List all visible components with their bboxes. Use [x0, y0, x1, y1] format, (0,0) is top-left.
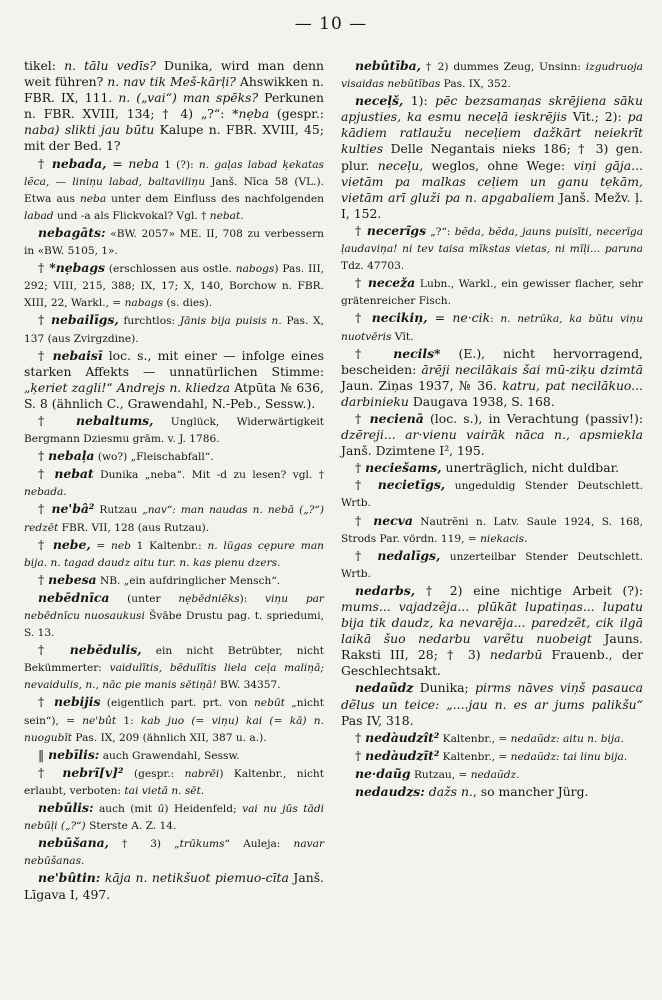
entry-text: neba	[128, 155, 160, 171]
entry-text: ū	[157, 803, 165, 816]
entry-text: Rutzau, =	[410, 768, 471, 781]
entry-text: viņi gāja... vietām pa malkas ceļiem un ganu tẹkām, vietām arī gluži pa n. apgabaliem	[341, 157, 643, 205]
entry-text: kāja n. netikšuot piemuo-cīta	[104, 870, 289, 886]
entry-text: Tdz. 47703.	[341, 260, 405, 273]
entry-text: nabrēi	[184, 767, 220, 780]
entry-text: †	[38, 155, 52, 171]
entry-text: „?“:	[426, 225, 455, 238]
entry-text: (E.), nicht hervorragend, bescheiden:	[341, 345, 643, 377]
entry-text: †	[355, 275, 368, 291]
dictionary-entry	[24, 694, 324, 745]
entry-text: nẹbēdniẽks	[178, 592, 240, 605]
right-column	[341, 58, 643, 801]
entry-text: (gespr.:	[123, 767, 185, 780]
entry-text: †	[38, 412, 77, 428]
headword: ne'bûtin:	[38, 870, 101, 886]
dictionary-entry	[341, 460, 643, 476]
entry-text: Dunika „neba“. Mit -d zu lesen? vgl. †	[93, 469, 324, 482]
entry-text: †	[355, 410, 370, 426]
entry-text: nebat.	[209, 209, 244, 222]
entry-text: neba	[79, 192, 107, 205]
entry-text: (loc. s.), in Verachtung (passiv!):	[423, 410, 643, 426]
entry-text: †	[355, 729, 366, 745]
entry-text: bẽda, bẽda, jauns puisīti, necerīga ļaudaviņa! ni tev taisa mīkstas vietas, ni mīļi... paruna	[341, 225, 644, 256]
entry-text: †	[38, 536, 53, 552]
entry-text: labad	[24, 209, 54, 222]
entry-text: nabags	[124, 297, 164, 310]
entry-text: Pas IV, 318.	[341, 712, 414, 728]
dictionary-entry	[341, 766, 643, 783]
entry-text: nedaũdz: tai linu bija.	[510, 750, 628, 763]
entry-text: ) Pas. III, 292; VIII, 215, 388; IX, 17; X, 140, Borchow n. FBR. XIII, 22, Warkl., =	[24, 263, 324, 310]
headword: nebada,	[51, 155, 107, 171]
entry-text: Jānis bija puisis n.	[179, 315, 282, 328]
entry-text: Švābe Drustu pag. t. spriedumi, S. 13.	[24, 610, 324, 640]
entry-text: 1 Kaltenbr.:	[130, 539, 208, 552]
dictionary-entry	[24, 590, 324, 641]
entry-text: niekacis.	[480, 532, 528, 545]
entry-text: n. netrūka, ka būtu viņu nuotvēris	[341, 313, 644, 343]
headword: nebīlis:	[48, 746, 100, 762]
entry-text: (wo?) „Fleischabfall“.	[94, 451, 214, 464]
entry-text: 1):	[403, 93, 436, 109]
headword: necva	[373, 512, 413, 528]
entry-text: auch (mit	[93, 803, 158, 816]
headword: *nẹbags	[49, 260, 105, 276]
entry-text: ne·cik	[452, 310, 491, 326]
entry-text: †	[355, 345, 394, 361]
entry-text: FBR. VII, 128 (aus Rutzau).	[58, 521, 210, 534]
entry-text: †	[38, 260, 50, 276]
entry-text: nebūt	[253, 697, 285, 710]
headword: necils*	[393, 345, 441, 361]
entry-text: izgudruoja visaidas nebūtības	[341, 61, 643, 91]
entry-text: Kaltenbr., =	[439, 750, 511, 763]
dictionary-entry	[24, 348, 324, 412]
entry-text: †	[38, 347, 53, 363]
entry-text: ) Kaltenbr., nicht erlaubt, verboten:	[24, 767, 324, 797]
headword: nebaltums,	[76, 412, 154, 428]
entry-text: auch Grawendahl, Sessw.	[99, 749, 240, 762]
headword: necerĩgs	[366, 222, 427, 238]
dictionary-entry	[24, 413, 324, 447]
headword: nebēdnīca	[38, 589, 110, 605]
entry-text: Delle Negantais nieks 186; † 3) gen. plur.	[341, 141, 643, 173]
entry-text: Janš. Līgava I, 497.	[24, 870, 324, 902]
entry-text: navar nebūšanas.	[24, 838, 325, 868]
entry-text: furchtlos:	[118, 315, 180, 328]
entry-text: †	[38, 466, 55, 482]
dictionary-entry	[24, 800, 324, 834]
entry-text: Ahswikken n. FBR. IX, 111.	[24, 74, 324, 106]
headword: nedaudzs:	[355, 784, 425, 800]
entry-text: † 2) eine nichtige Arbeit (?):	[415, 582, 643, 598]
dictionary-entry	[341, 411, 643, 459]
entry-text: Atpūta № 636, S. 8 (ähnlich C., Grawendahl, N.-Peb., Sessw.).	[24, 379, 324, 411]
entry-text: n. tālu vedīs?	[64, 58, 156, 73]
entry-text: Rutzau	[94, 504, 143, 517]
entry-text: katru, pat necilākuo... darbinieku	[341, 377, 643, 409]
headword: nebat	[54, 466, 94, 482]
entry-text: Pas. IX, 209 (ähnlich XII, 387 u. a.).	[72, 731, 267, 744]
headword: nedaũdz	[355, 680, 414, 696]
entry-text: †	[355, 460, 366, 476]
dictionary-entry	[24, 642, 324, 693]
entry-text: †	[38, 448, 49, 464]
entry-text: ne'bût	[82, 714, 117, 727]
dictionary-entry	[24, 747, 324, 764]
entry-text: n. lūgas cẹpure man bija. n. tagad daudz aitu tur. n. kas pienu dzers.	[24, 539, 324, 569]
entry-text: ein nicht Betrübter, nicht Bekümmerter:	[24, 645, 325, 675]
entry-text: †	[355, 547, 378, 563]
entry-text: neceļu,	[377, 157, 424, 173]
entry-text: pirms nāves viņš pasauca dẽlus un teice: „....jau n. es ar jums palikšu“	[341, 680, 643, 712]
dictionary-entry	[24, 537, 324, 571]
entry-text: viņu par nebēdnīcu nuosaukusi	[24, 592, 324, 622]
entry-text: *nẹba	[232, 106, 270, 122]
entry-text: Unglück, Widerwärtigkeit Bergmann Dziesmu grām. v. J. 1786.	[24, 415, 324, 446]
entry-text: dažs n.	[428, 784, 473, 800]
entry-text: Vīt.; 2):	[566, 109, 628, 125]
entry-text: vai nu jūs tādi nebūļi („?“)	[24, 803, 324, 833]
dictionary-entry	[24, 765, 324, 799]
headword: nebaļa	[48, 448, 95, 464]
dictionary-entry	[341, 58, 643, 92]
dictionary-entry	[341, 346, 643, 410]
entry-text: Pas. X, 137 (aus Zvirgzdine).	[24, 315, 325, 345]
entry-text: tikel:	[24, 58, 65, 73]
headword: necikiņ,	[371, 310, 428, 326]
headword: nebrĩ[v]²	[62, 764, 124, 780]
entry-text: ārēji necilākais šai mū-ziķu dzimtā	[421, 361, 643, 377]
entry-text: unzerteilbar Stender Deutschlett. Wrtb.	[341, 550, 643, 580]
entry-text: naba) slikti jau būtu	[24, 122, 155, 138]
entry-text: Dunika;	[413, 680, 476, 696]
dictionary-entry	[24, 312, 324, 346]
entry-text: „nicht sein“), =	[24, 697, 324, 727]
dictionary-entry	[341, 310, 643, 344]
entry-text: Vīt.	[391, 330, 414, 343]
dictionary-entry	[24, 58, 324, 155]
entry-text: neb	[111, 539, 131, 552]
headword: nebûtība,	[355, 58, 422, 73]
entry-text: (erschlossen aus ostle.	[104, 263, 236, 276]
entry-text: †	[355, 477, 378, 493]
entry-text: Jaun. Ziņas 1937, № 36.	[341, 377, 503, 393]
entry-text: †	[38, 571, 49, 587]
entry-text: † 3) „	[108, 838, 180, 851]
entry-text: tai vietā n. sēt.	[124, 784, 205, 797]
entry-text: Frauenb., der Geschlechtsakt.	[341, 647, 644, 679]
dictionary-entry	[341, 513, 643, 547]
entry-text: pa kādiem ratlaužu neceļiem dažkārt neiekrīt kulties	[341, 109, 643, 157]
entry-text: “ Auleja:	[224, 838, 294, 851]
headword: nedàudzĩt²	[365, 747, 440, 763]
headword: nebailīgs,	[51, 312, 119, 328]
dictionary-entry	[341, 680, 643, 728]
headword: nebe,	[52, 536, 91, 552]
dictionary-entry	[341, 730, 643, 747]
entry-text: Pas. IX, 352.	[440, 78, 511, 91]
entry-text: 1 (?):	[159, 158, 199, 171]
headword: nebēdulis,	[69, 642, 142, 658]
entry-text: kab juo (= viņu) kai (= kā) n. nuogubīt	[24, 714, 324, 744]
entry-text: Perkunen n. FBR. XVIII, 134; † 4) „?“:	[24, 90, 324, 122]
entry-text: ungeduldig Stender Deutschlett. Wrtb.	[341, 480, 643, 510]
entry-text: †	[38, 764, 63, 780]
entry-text: «BW. 2057» ME. II, 708 zu verbessern in «BW. 5105, 1».	[24, 227, 324, 258]
entry-text: trūkums	[179, 838, 225, 851]
dictionary-entry	[341, 477, 643, 511]
entry-text: Kaltenbr., =	[439, 732, 511, 745]
entry-text: Kalupe n. FBR. XVIII, 45; mit der Bed. 1?	[24, 122, 324, 154]
headword: neceļš,	[355, 93, 404, 109]
dictionary-entry	[341, 748, 643, 765]
entry-text: Janš. Nīca 58 (VL.). Etwa aus	[24, 175, 325, 205]
entry-text: dzēreji... ar·vienu vairāk nāca n., apsmiekla	[341, 427, 643, 443]
dictionary-entry	[24, 448, 324, 465]
entry-text: Janš. Dzimtene I², 195.	[341, 443, 485, 459]
entry-text: (unter	[109, 592, 179, 605]
headword: neciešams,	[365, 460, 442, 476]
dictionary-entry	[24, 870, 324, 902]
headword: nebūšana,	[38, 835, 109, 851]
entry-text: nebada.	[24, 486, 67, 499]
headword: necietīgs,	[377, 477, 446, 493]
entry-text: weglos, ohne Wege:	[423, 157, 574, 173]
entry-text: vaidulītis, bēdulītis liela ceļa maliņā; nevaidulis, n., nāc pie manis sētiņā!	[24, 662, 325, 692]
entry-text: Nautrẽni n. Latv. Saule 1924, S. 168, Strods Par. vördn. 119, =	[341, 515, 643, 545]
entry-text: =	[106, 155, 129, 171]
entry-text: , so mancher Jürg.	[472, 784, 589, 800]
entry-text: ):	[239, 592, 266, 605]
entry-text: nedaũdz.	[470, 768, 520, 781]
dictionary-entry	[24, 156, 324, 224]
entry-text: =	[427, 310, 453, 326]
entry-text: †	[38, 694, 55, 710]
entry-text: „ķeriet zagli!“ Andrejs n. kliedza	[24, 379, 231, 395]
entry-text: †	[38, 642, 70, 658]
entry-text: (s. dies).	[163, 297, 213, 310]
dictionary-entry	[24, 572, 324, 589]
entry-text: Lubn., Warkl., ein gewisser flacher, sehr grätenreicher Fisch.	[341, 278, 643, 308]
entry-text: nabogs	[235, 263, 275, 276]
entry-text: loc. s., mit einer — infolge eines starken Affekts — unnatürlichen Stimme:	[24, 347, 324, 379]
entry-text: nedarbū	[489, 647, 543, 663]
dictionary-entry	[341, 784, 643, 800]
dictionary-entry	[24, 260, 324, 311]
dictionary-entry	[24, 501, 324, 535]
entry-text: „nav“: man naudas n. nebā („?“) redzēt	[24, 504, 324, 534]
entry-text: †	[355, 512, 374, 528]
headword: nebūlis:	[38, 800, 94, 816]
headword: nebesa	[48, 571, 97, 587]
entry-text: :	[490, 313, 501, 326]
entry-text: Janš. Mežv. ļ. I, 152.	[341, 189, 643, 221]
entry-text: unter dem Einfluss des nachfolgenden	[106, 192, 324, 205]
entry-text: unerträglich, nicht duldbar.	[441, 460, 620, 476]
entry-text: (gespr.:	[269, 106, 324, 122]
entry-text: †	[355, 222, 367, 238]
entry-text: †	[355, 747, 366, 763]
headword: nebagāts:	[38, 224, 106, 240]
headword: nedalīgs,	[377, 547, 441, 563]
entry-text: (eigentlich part. prt. von	[100, 697, 254, 710]
entry-text: † 2) dummes Zeug, Unsinn:	[421, 61, 586, 73]
headword: nebijis	[54, 694, 101, 710]
headword: nedarbs,	[355, 582, 416, 598]
entry-text: Sterste A. Z. 14.	[85, 820, 177, 833]
dictionary-entry	[341, 548, 643, 582]
entry-text: BW. 34357.	[216, 679, 281, 692]
entry-text: und -a als Flickvokal? Vgl. †	[53, 209, 210, 222]
entry-text: n. nav tik Meš-kārļi?	[107, 74, 236, 90]
entry-text: †	[38, 501, 52, 517]
entry-text: n. („vai“) man spēks?	[118, 90, 259, 106]
entry-text: NB. „ein aufdringlicher Mensch“.	[96, 574, 281, 587]
dictionary-entry	[341, 275, 643, 309]
entry-text: †	[355, 310, 372, 326]
dictionary-entry	[24, 835, 324, 869]
dictionary-entry	[24, 466, 324, 500]
dictionary-entry	[24, 225, 324, 259]
headword: nedàudzît²	[365, 729, 440, 745]
headword: ne'bâ²	[51, 501, 95, 517]
entry-text: Daugava 1938, S. 168.	[408, 393, 555, 409]
entry-text: †	[38, 312, 52, 328]
headword: nebaisī	[52, 347, 103, 363]
entry-text: n. gaļas labad ķekatas lẽca, — liniņu labad, baltaviliņu	[24, 158, 324, 188]
entry-text: ) Heidenfeld;	[164, 803, 243, 816]
entry-text: Dunika, wird man denn weit führen?	[24, 58, 325, 90]
entry-text: nedaũdz: aitu n. bija.	[510, 732, 624, 745]
headword: neceža	[367, 275, 416, 291]
page-number: — 10 —	[294, 14, 368, 34]
dictionary-entry	[341, 583, 643, 680]
entry-text: =	[90, 539, 112, 552]
dictionary-entry	[341, 93, 643, 222]
entry-text: Jauns. Raksti III, 28; † 3)	[341, 631, 643, 663]
left-column	[24, 58, 324, 904]
headword: necienā	[369, 410, 424, 426]
dictionary-entry	[341, 223, 643, 274]
headword: ne·daũg	[355, 765, 411, 781]
entry-text: ‖	[38, 746, 49, 762]
entry-text: mums... vajadzẽja... plūkāt lupatiņas... lupatu bija tik daudz, ka nevarēja... paredzẽt, cik ilgā laikā šuo nedarbu varẽtu nuobeigt	[341, 599, 643, 647]
entry-text: 1:	[116, 714, 141, 727]
entry-text: pēc bezsamaņas skrējiena sāku apjusties, ka esmu neceļā ieskrējis	[341, 93, 643, 125]
